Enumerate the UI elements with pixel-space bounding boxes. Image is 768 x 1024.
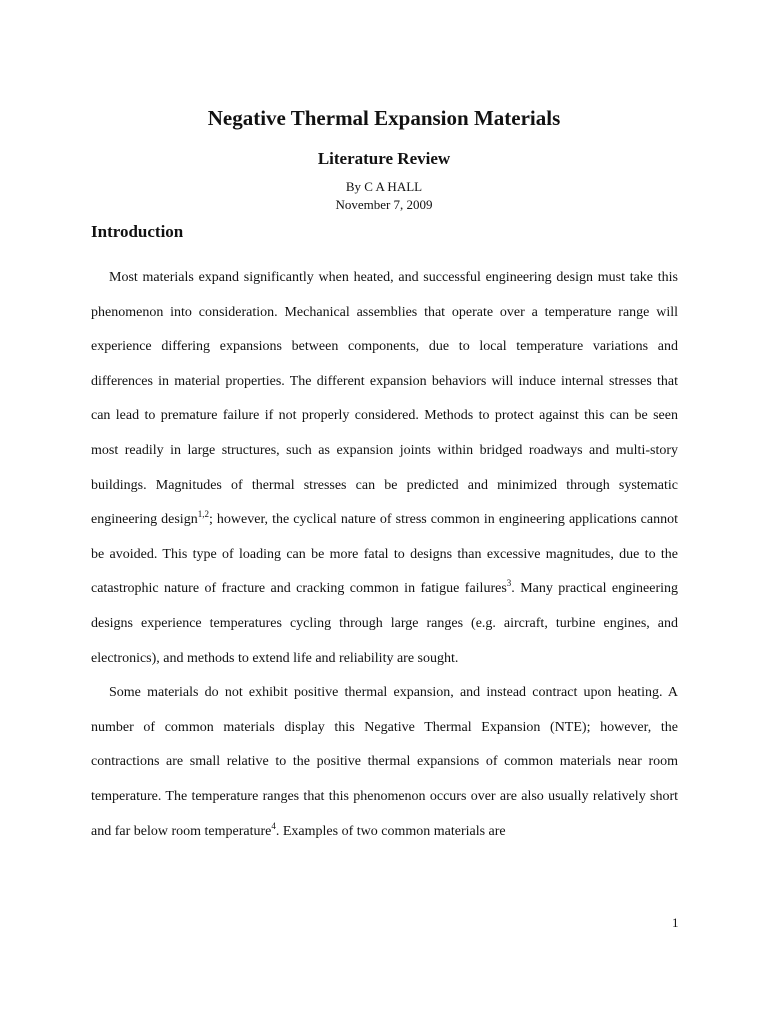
page-number: 1 xyxy=(672,915,679,930)
paragraph-1-text-a: Most materials expand significantly when heated, and successful engineering design must take this phenomenon into consideration. Mechanical assemblies that operate over a temperature range will experience differing expansions between components, due to local temperature variations and differences in material properties. The different expansion behaviors will induce internal stresses that can lead to premature failure if not properly considered. Methods to protect against this can be seen most readily in large structures, such as expansion joints within bridged roadways and multi-story buildings. Magnitudes of thermal stresses can be predicted and minimized through systematic engineering design xyxy=(91,270,678,528)
citation-1-2: 1,2 xyxy=(197,509,209,520)
document-title: Negative Thermal Expansion Materials xyxy=(207,106,561,130)
section-heading: Introduction xyxy=(91,222,184,241)
paragraph-2-text-a: Some materials do not exhibit positive thermal expansion, and instead contract upon heating. A number of common materials display this Negative Thermal Expansion (NTE); however, the contractions are small relative to the positive thermal expansions of common materials near room temperature. The temperature ranges that this phenomenon occurs over are also usually relatively short and far below room temperature xyxy=(91,685,678,839)
paragraph-1 xyxy=(91,261,678,676)
citation-3: 3 xyxy=(506,578,512,589)
date-line: November 7, 2009 xyxy=(335,197,433,212)
paragraph-2 xyxy=(91,676,678,849)
paragraph-1-text-c: . Many practical engineering designs experience temperatures cycling through large ranges (e.g. aircraft, turbine engines, and electronics), and methods to extend life and reliability are sought. xyxy=(91,581,678,666)
author-line: By C A HALL xyxy=(345,179,423,194)
paragraph-1-text-b: ; however, the cyclical nature of stress common in engineering applications cannot be avoided. This type of loading can be more fatal to designs than excessive magnitudes, due to the catastrophic nature of fracture and cracking common in fatigue failures xyxy=(91,512,678,597)
citation-4: 4 xyxy=(271,820,276,831)
body-text xyxy=(91,261,678,849)
document-subtitle: Literature Review xyxy=(317,149,451,168)
paragraph-2-text-b: . Examples of two common materials are xyxy=(275,823,506,839)
